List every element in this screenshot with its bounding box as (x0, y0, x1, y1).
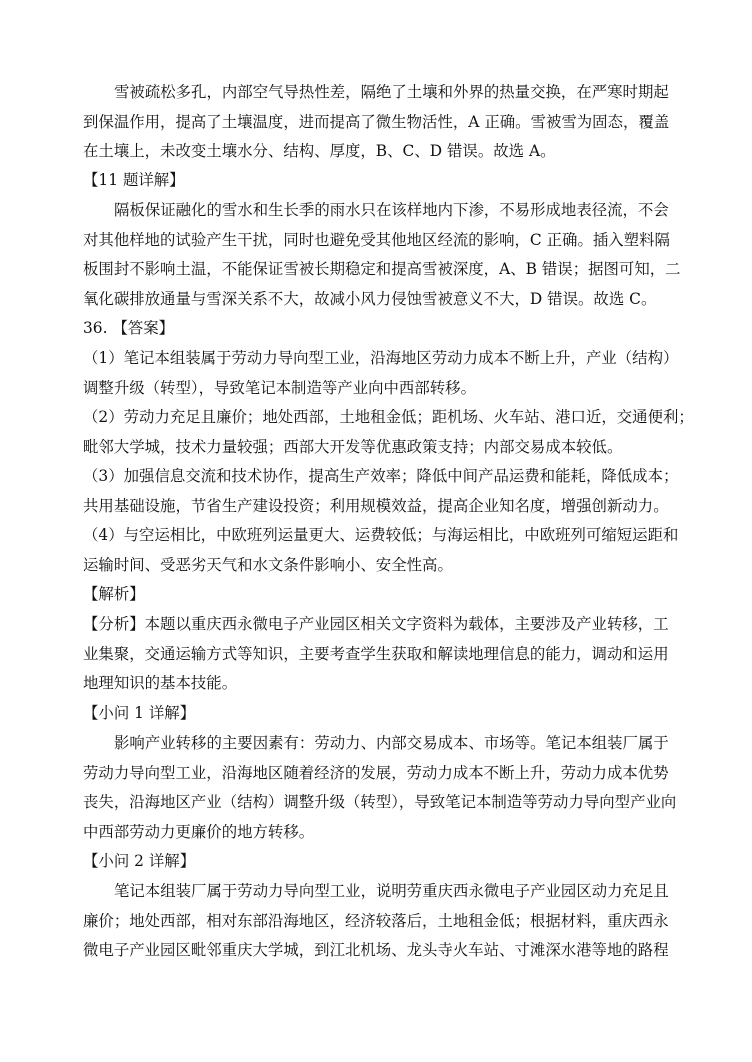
text-line: （1）笔记本组装属于劳动力导向型工业，沿海地区劳动力成本不断上升，产业（结构） (83, 349, 679, 367)
text-line: 毗邻大学城，技术力量较强；西部大开发等优惠政策支持；内部交易成本较低。 (83, 437, 623, 456)
text-line: 氧化碳排放通量与雪深关系不大，故减小风力侵蚀雪被意义不大，D 错误。故选 C。 (83, 289, 657, 308)
text-line: （3）加强信息交流和技术协作，提高生产效率；降低中间产品运费和能耗，降低成本； (83, 467, 679, 485)
text-line: 隔板保证融化的雪水和生长季的雨水只在该样地内下渗，不易形成地表径流，不会 (114, 201, 669, 219)
text-line: 影响产业转移的主要因素有：劳动力、内部交易成本、市场等。笔记本组装厂属于 (114, 734, 669, 752)
text-line: 廉价；地处西部，相对东部沿海地区，经济较落后，土地租金低；根据材料，重庆西永 (83, 911, 669, 930)
answer-item-1 (83, 344, 681, 403)
heading-q36-answer (83, 314, 681, 344)
section-heading: 36. 【答案】 (83, 319, 175, 337)
text-line: 业集聚，交通运输方式等知识，主要考查学生获取和解读地理信息的能力，调动和运用 (83, 644, 669, 663)
text-line: （4）与空运相比，中欧班列运量更大、运费较低；与海运相比，中欧班列可缩短运距和 (83, 526, 679, 544)
text-line: 共用基础设施，节省生产建设投资；利用规模效益，提高企业知名度，增强创新动力。 (83, 496, 669, 515)
section-heading: 【解析】 (83, 585, 145, 603)
answer-item-3 (83, 462, 681, 521)
text-line: 调整升级（转型），导致笔记本制造等产业向中西部转移。 (83, 378, 476, 397)
text-line: 中西部劳动力更廉价的地方转移。 (83, 822, 315, 841)
text-line: 微电子产业园区毗邻重庆大学城，到江北机场、龙头寺火车站、寸滩深水港等地的路程 (83, 941, 669, 960)
answer-item-2 (83, 403, 694, 462)
heading-analysis (83, 580, 681, 610)
text-line: （2）劳动力充足且廉价；地处西部，土地租金低；距机场、火车站、港口近，交通便利； (83, 408, 694, 426)
paragraph-fenxi (83, 610, 681, 699)
answer-item-4 (83, 521, 681, 580)
heading-subquestion-1 (83, 699, 681, 729)
text-line: 劳动力导向型工业，沿海地区随着经济的发展，劳动力成本不断上升，劳动力成本优势 (83, 763, 669, 782)
paragraph-subquestion-1 (83, 729, 681, 847)
paragraph-subquestion-2 (83, 877, 681, 966)
text-line: 地理知识的基本技能。 (83, 674, 238, 693)
section-heading: 【11 题详解】 (83, 171, 185, 189)
paragraph-q11-explanation (83, 196, 681, 314)
text-line: 雪被疏松多孔，内部空气导热性差，隔绝了土壤和外界的热量交换，在严寒时期起 (114, 83, 669, 101)
paragraph-snow-cover-analysis (83, 78, 681, 167)
section-heading: 【小问 2 详解】 (83, 852, 196, 870)
text-line: 板围封不影响土温，不能保证雪被长期稳定和提高雪被深度，A、B 错误；据图可知，二 (83, 260, 681, 279)
text-line: 运输时间、受恶劣天气和水文条件影响小、安全性高。 (83, 555, 453, 574)
text-line: 【分析】本题以重庆西永微电子产业园区相关文字资料为载体，主要涉及产业转移，工 (83, 615, 669, 633)
text-line: 笔记本组装厂属于劳动力导向型工业，说明劳重庆西永微电子产业园区动力充足且 (114, 882, 669, 900)
heading-subquestion-2 (83, 847, 681, 877)
text-line: 到保温作用，提高了土壤温度，进而提高了微生物活性，A 正确。雪被雪为固态，覆盖 (83, 112, 670, 131)
text-line: 丧失，沿海地区产业（结构）调整升级（转型），导致笔记本制造等劳动力导向型产业向 (83, 793, 677, 812)
heading-q11-explanation (83, 166, 681, 196)
section-heading: 【小问 1 详解】 (83, 704, 196, 722)
text-line: 对其他样地的试验产生干扰，同时也避免受其他地区经流的影响，C 正确。插入塑料隔 (83, 230, 670, 249)
text-line: 在土壤上，未改变土壤水分、结构、厚度，B、C、D 错误。故选 A。 (83, 142, 556, 161)
